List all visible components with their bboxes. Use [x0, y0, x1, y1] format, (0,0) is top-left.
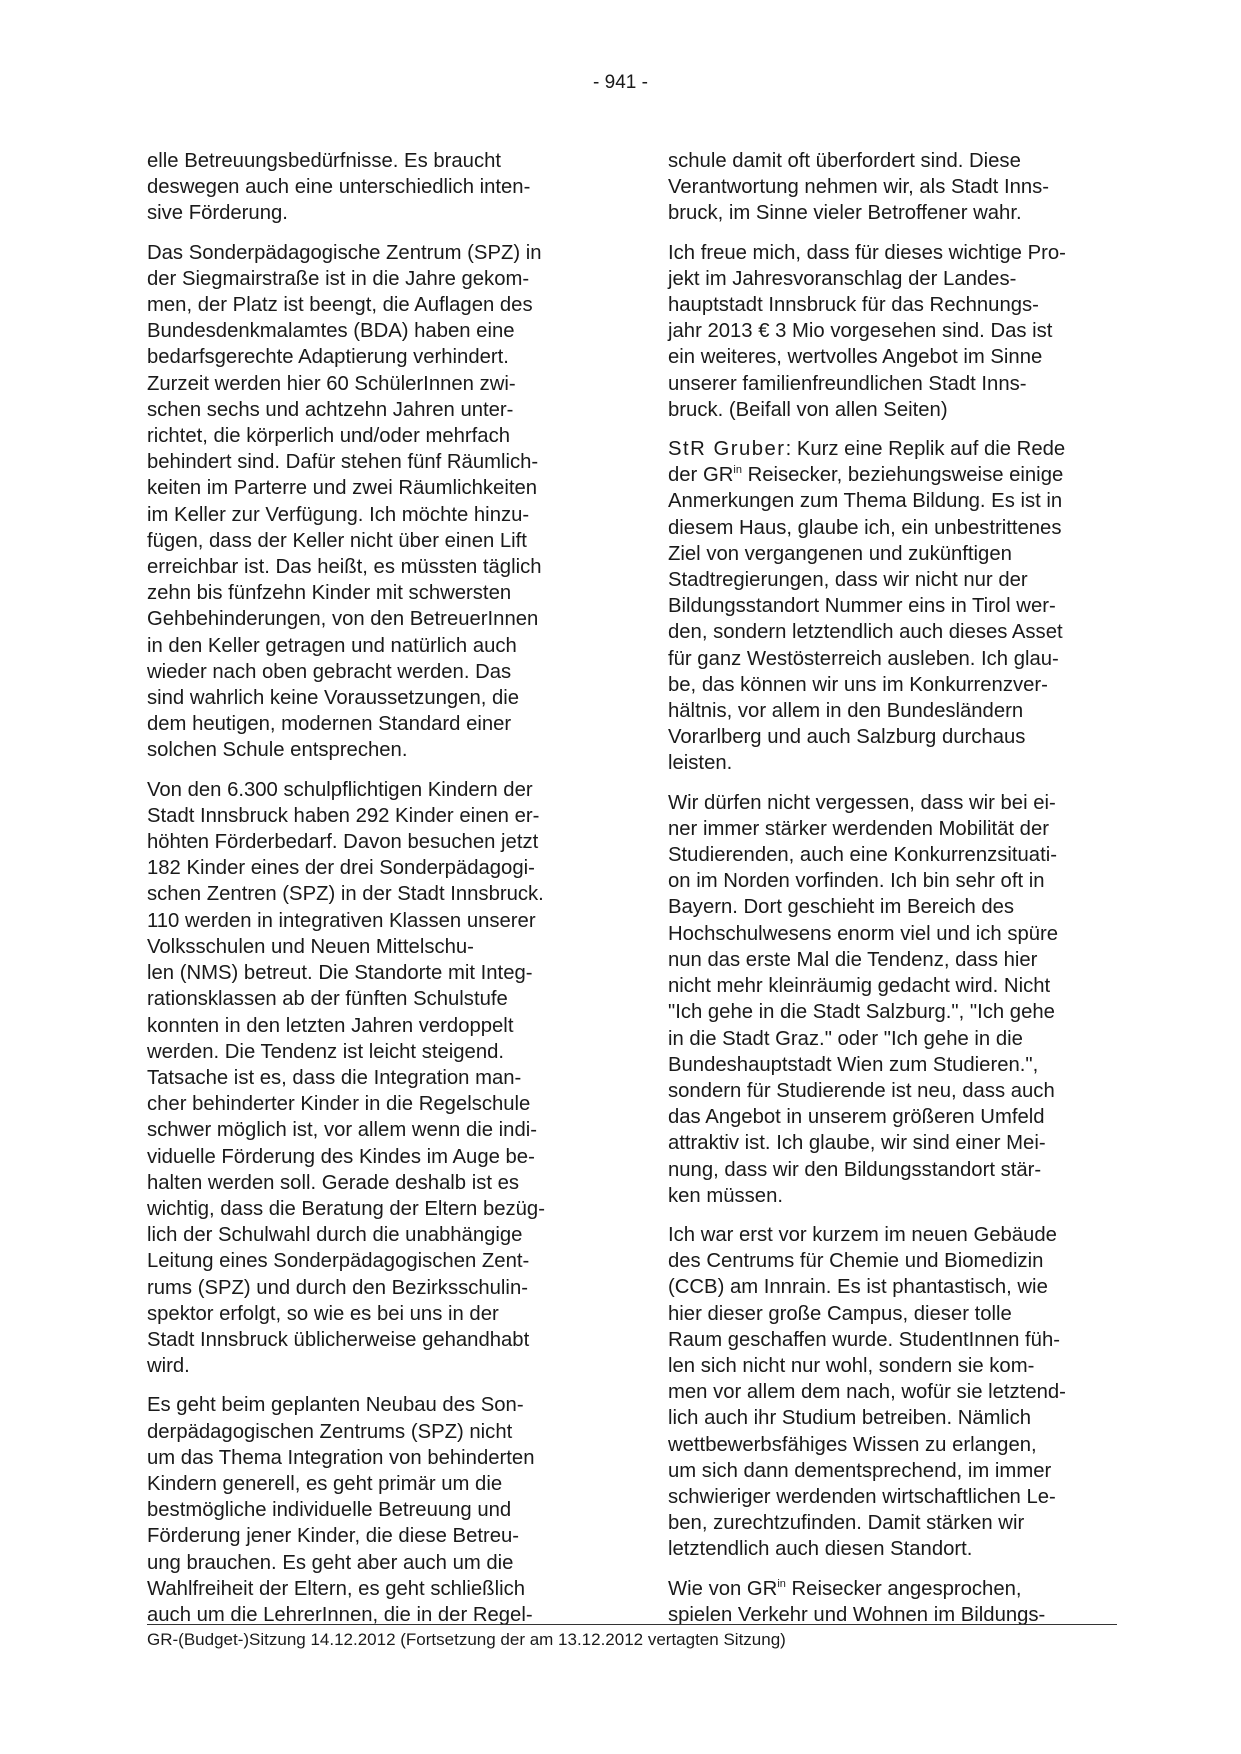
page-number: - 941 - — [593, 72, 648, 93]
right-column — [668, 148, 1116, 1641]
paragraph-text: Reisecker angesprochen, spielen Verkehr und Wohnen im Bildungs- — [668, 1577, 1046, 1626]
superscript: in — [777, 1577, 786, 1590]
speaker-name: StR Gruber — [668, 438, 786, 461]
paragraph: Wir dürfen nicht vergessen, dass wir bei ei- ner immer stärker werdenden Mobilität der Studierenden, auch eine Konkurrenzsituati- on im Norden vorfinden. Ich bin sehr oft in Bayern. Dort geschieht im Bereich des Hochschulwesens enorm viel und ich spüre nun das erste Mal die Tendenz, dass hier nicht mehr kleinräumig gedacht wird. Nicht "Ich gehe in die Stadt Salzburg.", "Ich gehe in die Stadt Graz." oder "Ich gehe in die Bundeshauptstadt Wien zum Studieren.", sondern für Studierende ist neu, dass auch das Angebot in unserem größeren Umfeld attraktiv ist. Ich glaube, wir sind einer Mei- nung, dass wir den Bildungsstandort stär- ken müssen. — [668, 791, 1059, 1207]
paragraph: Ich war erst vor kurzem im neuen Gebäude des Centrums für Chemie und Biomedizin (CCB) am Innrain. Es ist phantastisch, wie hier dieser große Campus, dieser tolle Raum geschaffen wurde. StudentInnen füh- len sich nicht nur wohl, sondern sie kom- men vor allem dem nach, wofür sie letztend- lich auch ihr Studium betreiben. Nämlich wettbewerbsfähiges Wissen zu erlangen, um sich dann dementsprechend, im immer schwieriger werdenden wirtschaftlichen Le- ben, zurechtzufinden. Damit stärken wir letztendlich auch diesen Standort. — [668, 1223, 1066, 1561]
speech-paragraph — [668, 436, 1116, 777]
paragraph: Das Sonderpädagogische Zentrum (SPZ) in der Siegmairstraße ist in die Jahre gekom- men, der Platz ist beengt, die Auflagen des Bundesdenkmalamtes (BDA) haben eine bedarfsgerechte Adaptierung verhindert. Zurzeit werden hier 60 SchülerInnen zwi- schen sechs und achtzehn Jahren unter- richtet, die körperlich und/oder mehrfach behindert sind. Dafür stehen fünf Räumlich- keiten im Parterre und zwei Räumlichkeiten im Keller zur Verfügung. Ich möchte hinzu- fügen, dass der Keller nicht über einen Lift erreichbar ist. Das heißt, es müssten täglich zehn bis fünfzehn Kinder mit schwersten Gehbehinderungen, von den BetreuerInnen in den Keller getragen und natürlich auch wieder nach oben gebracht werden. Das sind wahrlich keine Voraussetzungen, die dem heutigen, modernen Standard einer solchen Schule entsprechen. — [147, 241, 542, 762]
paragraph: elle Betreuungsbedürfnisse. Es braucht deswegen auch eine unterschiedlich inten- sive Förderung. — [147, 150, 531, 225]
superscript: in — [733, 464, 742, 477]
speech-text: Reisecker, beziehungsweise einige Anmerkungen zum Thema Bildung. Es ist in diesem Haus, glaube ich, ein unbestrittenes Ziel von vergangenen und zukünftigen Stadtregierungen, dass wir nicht nur der Bildungsstandort Nummer eins in Tirol wer- den, sondern letztendlich auch dieses Asset für ganz Westösterreich ausleben. Ich glau- be, das können wir uns im Konkurrenzver- hältnis, vor allem in den Bundesländern Vorarlberg und auch Salzburg durchaus leisten. — [668, 464, 1064, 775]
page-footer: GR-(Budget-)Sitzung 14.12.2012 (Fortsetzung der am 13.12.2012 vertagten Sitzung) — [147, 1630, 786, 1649]
paragraph: Von den 6.300 schulpflichtigen Kindern der Stadt Innsbruck haben 292 Kinder einen er- höhten Förderbedarf. Davon besuchen jetzt 182 Kinder eines der drei Sonderpädagogi- schen Zentren (SPZ) in der Stadt Innsbruck. 110 werden in integrativen Klassen unserer Volksschulen und Neuen Mittelschu- len (NMS) betreut. Die Standorte mit Integ- rationsklassen ab der fünften Schulstufe konnten in den letzten Jahren verdoppelt werden. Die Tendenz ist leicht steigend. Tatsache ist es, dass die Integration man- cher behinderter Kinder in die Regelschule schwer möglich ist, vor allem wenn die indi- viduelle Förderung des Kindes im Auge be- halten werden soll. Gerade deshalb ist es wichtig, dass die Beratung der Eltern bezüg- lich der Schulwahl durch die unabhängige Leitung eines Sonderpädagogischen Zent- rums (SPZ) und durch den Bezirksschulin- spektor erfolgt, so wie es bei uns in der Stadt Innsbruck üblicherweise gehandhabt wird. — [147, 778, 545, 1378]
paragraph — [668, 1576, 1116, 1628]
paragraph: Es geht beim geplanten Neubau des Son- derpädagogischen Zentrums (SPZ) nicht um das Thema Integration von behinderten Kindern generell, es geht primär um die bestmögliche individuelle Betreuung und Förderung jener Kinder, die diese Betreu- ung brauchen. Es geht aber auch um die Wahlfreiheit der Eltern, es geht schließlich auch um die LehrerInnen, die in der Regel- — [147, 1394, 535, 1626]
paragraph-text: Wie von GR — [668, 1577, 778, 1600]
footer-divider — [147, 1624, 1117, 1625]
left-column — [147, 148, 595, 1641]
speech-text: : Kurz eine Replik auf die Rede der GR — [668, 438, 1066, 487]
paragraph: Ich freue mich, dass für dieses wichtige Pro- jekt im Jahresvoranschlag der Landes- hauptstadt Innsbruck für das Rechnungs- jahr 2013 € 3 Mio vorgesehen sind. Das ist ein weiteres, wertvolles Angebot im Sinne unserer familienfreundlichen Stadt Inns- bruck. (Beifall von allen Seiten) — [668, 241, 1066, 421]
paragraph: schule damit oft überfordert sind. Diese Verantwortung nehmen wir, als Stadt Inns- bruck, im Sinne vieler Betroffener wahr. — [668, 150, 1050, 225]
